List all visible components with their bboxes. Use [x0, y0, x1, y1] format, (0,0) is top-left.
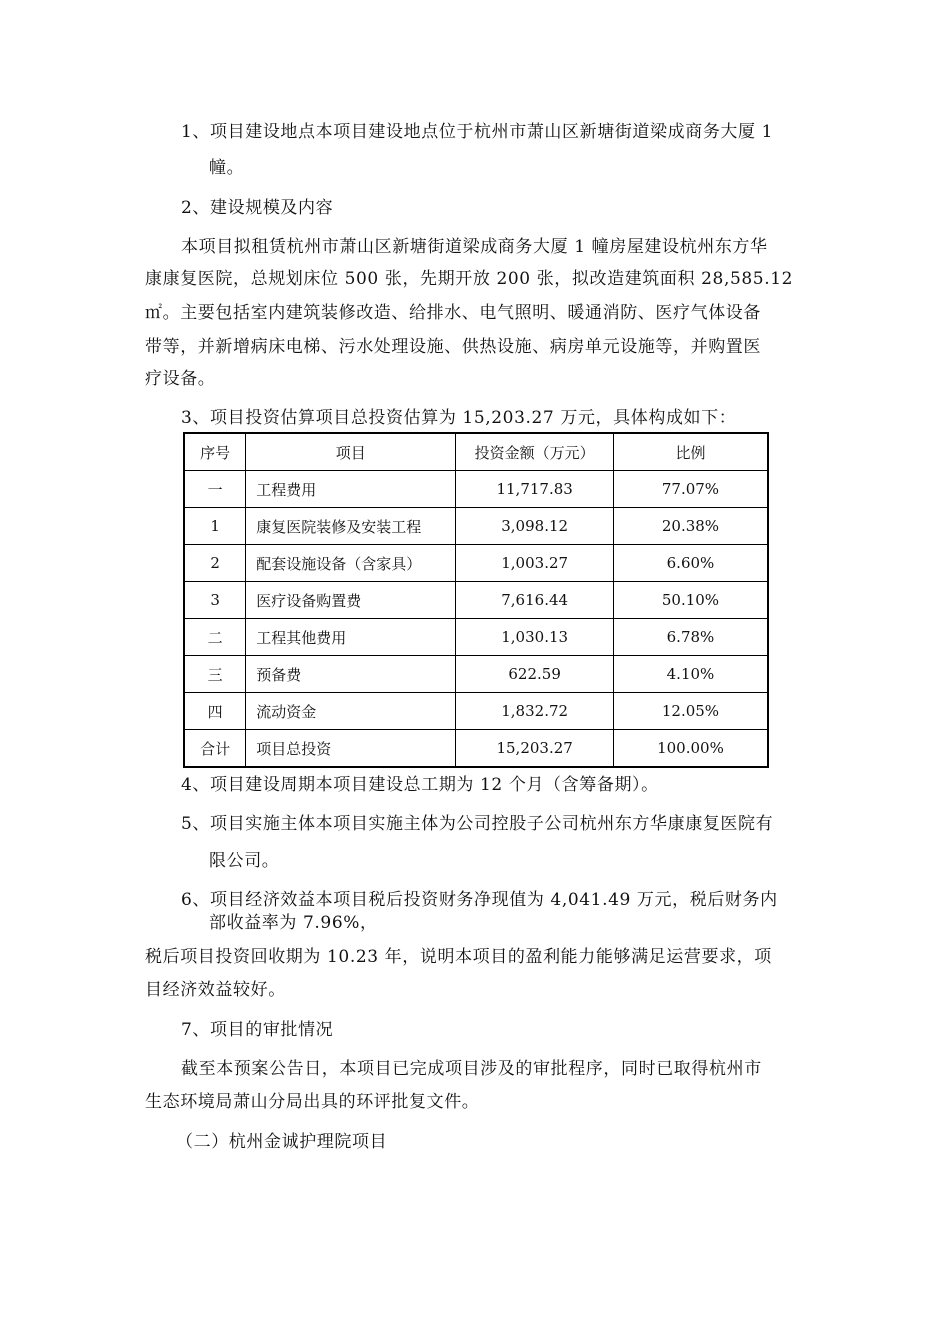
approval-paragraph-line2: 生态环境局萧山分局出具的环评批复文件。 — [145, 1092, 480, 1112]
row-amount: 622.59 — [456, 656, 614, 693]
row-ratio: 100.00% — [613, 730, 768, 768]
row-item: 流动资金 — [246, 693, 456, 730]
table-row — [184, 508, 768, 545]
row-item: 医疗设备购置费 — [246, 582, 456, 619]
item-5-entity-line2: 限公司。 — [209, 851, 280, 871]
header-item: 项目 — [246, 433, 456, 471]
row-item: 配套设施设备（含家具） — [246, 545, 456, 582]
row-item: 工程费用 — [246, 471, 456, 508]
row-ratio: 77.07% — [613, 471, 768, 508]
row-item: 项目总投资 — [246, 730, 456, 768]
row-no: 2 — [184, 545, 246, 582]
payback-paragraph-line1: 税后项目投资回收期为 10.23 年，说明本项目的盈利能力能够满足运营要求，项 — [145, 947, 772, 967]
row-amount: 11,717.83 — [456, 471, 614, 508]
table-row — [184, 545, 768, 582]
item-7-approval-heading: 7、项目的审批情况 — [181, 1020, 334, 1040]
table-row — [184, 582, 768, 619]
item-6-benefit-line1: 6、项目经济效益本项目税后投资财务净现值为 4,041.49 万元，税后财务内 — [181, 890, 778, 910]
row-amount: 1,832.72 — [456, 693, 614, 730]
row-item: 工程其他费用 — [246, 619, 456, 656]
row-no: 3 — [184, 582, 246, 619]
item-4-period: 4、项目建设周期本项目建设总工期为 12 个月（含筹备期）。 — [181, 775, 659, 795]
table-row — [184, 471, 768, 508]
row-ratio: 50.10% — [613, 582, 768, 619]
row-ratio: 6.78% — [613, 619, 768, 656]
row-amount: 3,098.12 — [456, 508, 614, 545]
item-2-heading: 2、建设规模及内容 — [181, 198, 334, 218]
header-amount: 投资金额（万元） — [456, 433, 614, 471]
row-no: 一 — [184, 471, 246, 508]
row-ratio: 4.10% — [613, 656, 768, 693]
row-amount: 1,003.27 — [456, 545, 614, 582]
row-amount: 7,616.44 — [456, 582, 614, 619]
scale-paragraph-line4: 带等，并新增病床电梯、污水处理设施、供热设施、病房单元设施等，并购置医 — [145, 337, 761, 357]
table-total-row — [184, 730, 768, 768]
row-no: 合计 — [184, 730, 246, 768]
item-3-investment-intro: 3、项目投资估算项目总投资估算为 15,203.27 万元，具体构成如下： — [181, 408, 737, 428]
section-2-heading: （二）杭州金诚护理院项目 — [176, 1132, 388, 1152]
row-no: 二 — [184, 619, 246, 656]
item-6-benefit-line2: 部收益率为 7.96%， — [209, 913, 378, 933]
scale-paragraph-line1: 本项目拟租赁杭州市萧山区新塘街道梁成商务大厦 1 幢房屋建设杭州东方华 — [181, 237, 768, 257]
item-5-entity-line1: 5、项目实施主体本项目实施主体为公司控股子公司杭州东方华康康复医院有 — [181, 814, 774, 834]
row-no: 四 — [184, 693, 246, 730]
row-item: 预备费 — [246, 656, 456, 693]
header-no: 序号 — [184, 433, 246, 471]
table-header-row — [184, 433, 768, 471]
row-item: 康复医院装修及安装工程 — [246, 508, 456, 545]
table-row — [184, 656, 768, 693]
row-ratio: 6.60% — [613, 545, 768, 582]
item-1-location-line2: 幢。 — [209, 158, 245, 178]
scale-paragraph-line2: 康康复医院，总规划床位 500 张，先期开放 200 张，拟改造建筑面积 28,585.12 — [145, 269, 794, 289]
scale-paragraph-line3: ㎡。主要包括室内建筑装修改造、给排水、电气照明、暖通消防、医疗气体设备 — [145, 303, 761, 323]
row-no: 三 — [184, 656, 246, 693]
row-ratio: 20.38% — [613, 508, 768, 545]
payback-paragraph-line2: 目经济效益较好。 — [145, 980, 286, 1000]
row-amount: 1,030.13 — [456, 619, 614, 656]
scale-paragraph-line5: 疗设备。 — [145, 369, 216, 389]
table-row — [184, 693, 768, 730]
row-no: 1 — [184, 508, 246, 545]
row-amount: 15,203.27 — [456, 730, 614, 768]
row-ratio: 12.05% — [613, 693, 768, 730]
investment-table — [183, 432, 769, 768]
item-1-location-line1: 1、项目建设地点本项目建设地点位于杭州市萧山区新塘街道梁成商务大厦 1 — [181, 122, 774, 142]
approval-paragraph-line1: 截至本预案公告日，本项目已完成项目涉及的审批程序，同时已取得杭州市 — [181, 1059, 762, 1079]
table-row — [184, 619, 768, 656]
header-ratio: 比例 — [613, 433, 768, 471]
